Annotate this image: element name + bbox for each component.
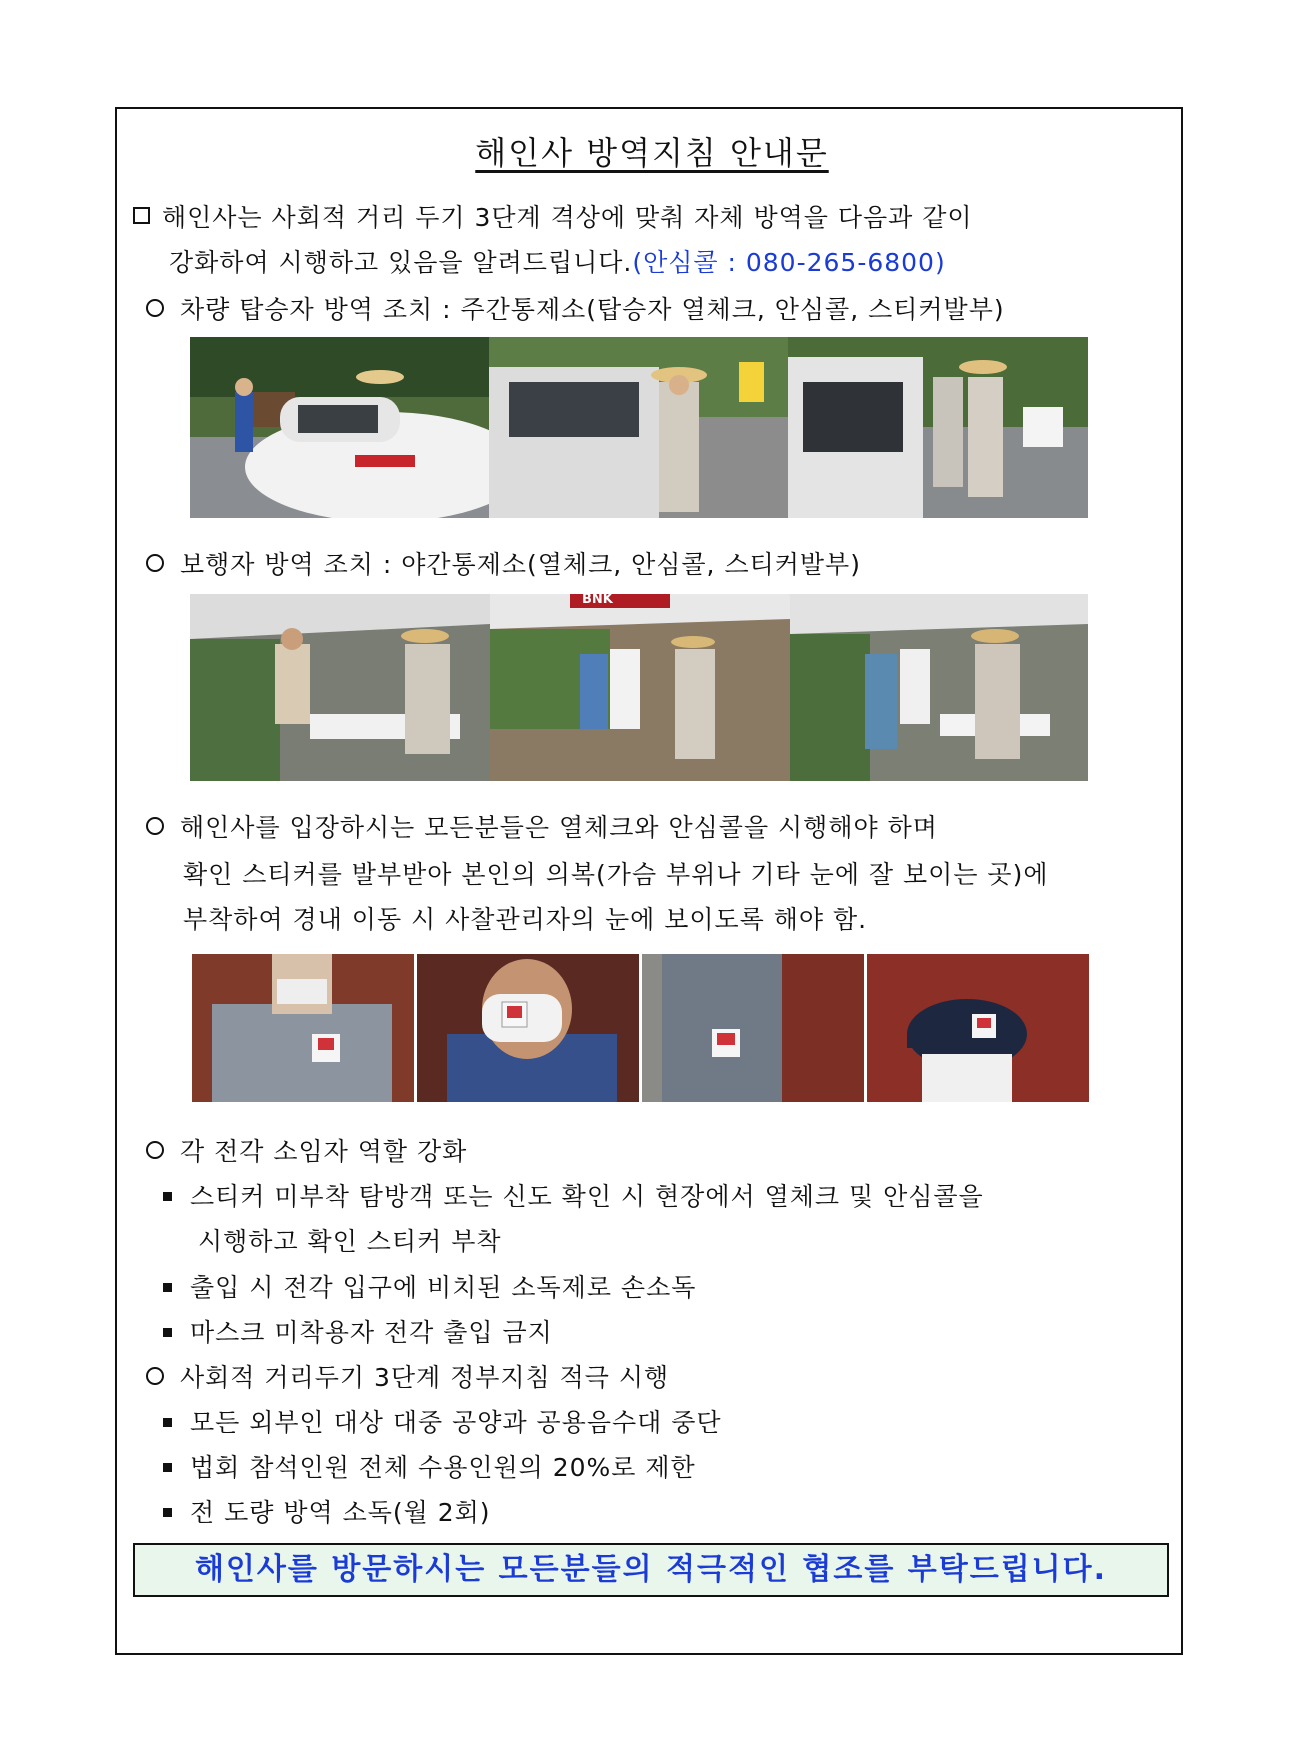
circle-bullet-icon [146,299,164,317]
section-halls-heading: 각 전각 소임자 역할 강화 [146,1132,467,1168]
square-bullet-icon [163,1508,172,1517]
section-pedestrian: 보행자 방역 조치 : 야간통제소(열체크, 안심콜, 스티커발부) [146,545,861,581]
photo-sticker-4 [867,954,1089,1102]
distancing-item-3: 전 도량 방역 소독(월 2회) [163,1493,491,1529]
circle-bullet-icon [146,1367,164,1385]
checkbox-square-icon [133,207,150,224]
square-bullet-icon [163,1283,172,1292]
page-title: 해인사 방역지침 안내문 [475,134,829,172]
halls-item-1-line-1: 스티커 미부착 탐방객 또는 신도 확인 시 현장에서 열체크 및 안심콜을 [163,1177,984,1213]
intro-line-1: 해인사는 사회적 거리 두기 3단계 격상에 맞춰 자체 방역을 다음과 같이 [133,198,973,234]
distancing-item-2: 법회 참석인원 전체 수용인원의 20%로 제한 [163,1448,696,1484]
halls-item-2: 출입 시 전각 입구에 비치된 소독제로 손소독 [163,1268,696,1304]
section-distancing-heading: 사회적 거리두기 3단계 정부지침 적극 시행 [146,1358,669,1394]
ansim-call-number: (안심콜 : 080-265-6800) [632,248,946,277]
tent-sign-text: BNK [582,594,613,607]
section-entry-line-3: 부착하여 경내 이동 시 사찰관리자의 눈에 보이도록 해야 함. [183,905,868,934]
circle-bullet-icon [146,1141,164,1159]
intro-line-2: 강화하여 시행하고 있음을 알려드립니다.(안심콜 : 080-265-6800) [169,248,946,277]
square-bullet-icon [163,1418,172,1427]
photo-sticker-1 [192,954,414,1102]
section-entry-line-2: 확인 스티커를 발부받아 본인의 의복(가슴 부위나 기타 눈에 잘 보이는 곳)에 [183,860,1049,889]
square-bullet-icon [163,1328,172,1337]
photo-pedestrian-2 [490,594,790,781]
photo-vehicle-1 [190,337,489,518]
cooperation-banner: 해인사를 방문하시는 모든분들의 적극적인 협조를 부탁드립니다. [133,1543,1169,1597]
circle-bullet-icon [146,817,164,835]
distancing-item-1: 모든 외부인 대상 대중 공양과 공용음수대 중단 [163,1403,722,1439]
photo-pedestrian-3 [790,594,1088,781]
halls-item-3: 마스크 미착용자 전각 출입 금지 [163,1313,553,1349]
photo-vehicle-3 [788,337,1088,518]
section-vehicle: 차량 탑승자 방역 조치 : 주간통제소(탑승자 열체크, 안심콜, 스티커발부) [146,290,1005,326]
photo-vehicle-2 [489,337,788,518]
photo-sticker-3 [642,954,864,1102]
section-entry-line-1: 해인사를 입장하시는 모든분들은 열체크와 안심콜을 시행해야 하며 [146,808,938,844]
square-bullet-icon [163,1192,172,1201]
halls-item-1-line-2: 시행하고 확인 스티커 부착 [198,1227,502,1256]
photo-pedestrian-1 [190,594,490,781]
square-bullet-icon [163,1463,172,1472]
circle-bullet-icon [146,554,164,572]
photo-sticker-2 [417,954,639,1102]
